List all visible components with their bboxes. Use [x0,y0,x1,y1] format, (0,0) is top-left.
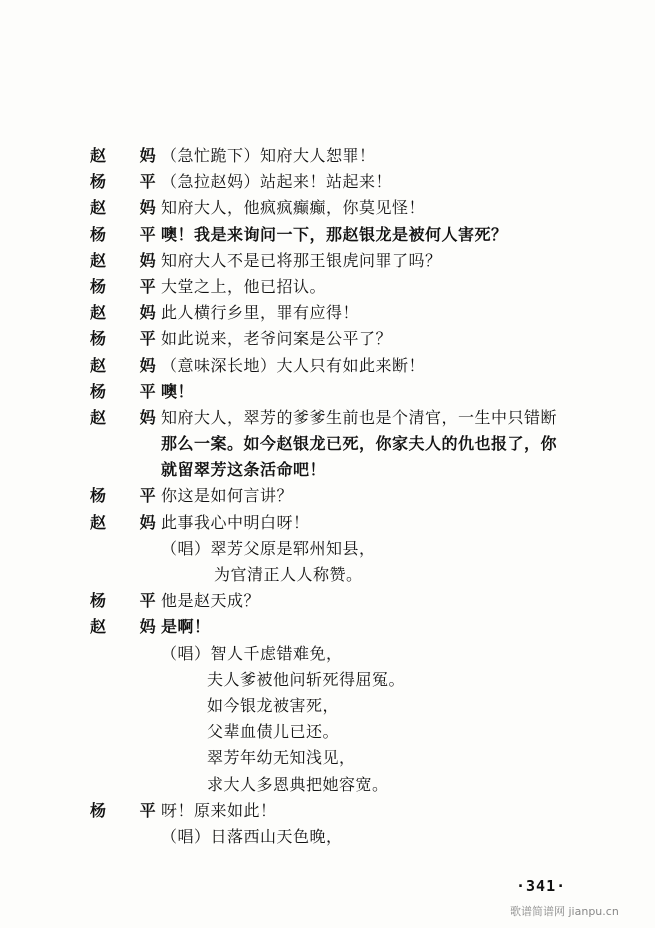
dialogue-line [0,431,655,457]
dialogue-text: 噢！ [161,381,195,401]
speaker-name: 赵 妈 [90,146,170,165]
verse-line [0,719,655,745]
sung-text: （唱）日落西山天色晚， [161,826,343,846]
dialogue-line [0,222,655,248]
dialogue-text: 呀！原来如此！ [161,800,277,820]
speaker-name: 杨 平 [90,276,170,296]
watermark: 歌谱简谱网 jianpu.cn [510,905,619,918]
verse-text: 求大人多恩典把她容宽。 [207,774,389,794]
sung-text: （唱）翠芳父原是郓州知县， [161,538,376,558]
verse-line [0,693,655,719]
verse-text: 父辈血债儿已还。 [207,722,340,742]
dialogue-line [0,326,655,352]
dialogue-text: （意味深长地）大人只有如此来断！ [161,355,426,375]
speaker-name: 赵 妈 [90,198,170,218]
speaker-name: 杨 平 [90,591,170,611]
speaker-name: 杨 平 [90,486,170,506]
dialogue-text: 就留翠芳这条活命吧！ [161,460,327,480]
verse-text: 如今银龙被害死， [207,695,340,715]
dialogue-text: 此事我心中明白呀！ [161,512,310,532]
dialogue-lines [0,143,655,850]
speaker-name: 赵 妈 [90,303,170,323]
dialogue-line [0,379,655,405]
speaker-name: 杨 平 [90,800,170,820]
dialogue-line [0,143,655,169]
sung-line [0,641,655,667]
dialogue-line [0,169,655,195]
speaker-name: 赵 妈 [90,250,170,270]
dialogue-text: 此人横行乡里，罪有应得！ [161,303,360,323]
verse-line [0,772,655,798]
dialogue-text: 那么一案。如今赵银龙已死，你家夫人的仇也报了，你 [161,434,558,454]
dialogue-line [0,248,655,274]
speaker-name: 杨 平 [90,224,170,244]
verse-line [0,562,655,588]
dialogue-line [0,588,655,614]
speaker-name: 赵 妈 [90,355,170,375]
dialogue-line [0,483,655,509]
sung-line [0,824,655,850]
speaker-name: 杨 平 [90,172,170,192]
sung-text: （唱）智人千虑错难免， [161,643,343,663]
dialogue-line [0,195,655,221]
dialogue-line [0,798,655,824]
speaker-name: 赵 妈 [90,512,170,532]
speaker-name: 杨 平 [90,329,170,349]
dialogue-text: 是啊！ [161,617,211,637]
dialogue-text: 知府大人，翠芳的爹爹生前也是个清官，一生中只错断 [161,407,558,427]
dialogue-text: 噢！我是来询问一下，那赵银龙是被何人害死？ [161,224,508,244]
dialogue-text: 如此说来，老爷问案是公平了？ [161,329,393,349]
verse-text: 夫人爹被他问斩死得屈冤。 [207,669,406,689]
dialogue-line [0,300,655,326]
dialogue-text: （急拉赵妈）站起来！站起来！ [161,172,393,192]
dialogue-line [0,405,655,431]
dialogue-text: （急忙跪下）知府大人恕罪！ [161,146,376,165]
verse-text: 为官清正人人称赞。 [214,565,363,584]
dialogue-line [0,274,655,300]
verse-line [0,667,655,693]
speaker-name: 赵 妈 [90,407,170,427]
dialogue-line [0,457,655,483]
verse-text: 翠芳年幼无知浅见， [207,748,356,768]
speaker-name: 杨 平 [90,381,170,401]
dialogue-text: 大堂之上，他已招认。 [161,276,327,296]
dialogue-line [0,614,655,640]
dialogue-line [0,353,655,379]
dialogue-text: 你这是如何言讲？ [161,486,294,506]
dialogue-text: 知府大人，他疯疯癫癫，你莫见怪！ [161,198,426,218]
speaker-name: 赵 妈 [90,617,170,637]
dialogue-line [0,510,655,536]
verse-line [0,745,655,771]
sung-line [0,536,655,562]
dialogue-text: 知府大人不是已将那王银虎问罪了吗？ [161,250,442,270]
page-number: ·341· [516,877,567,895]
dialogue-text: 他是赵天成？ [161,591,261,611]
